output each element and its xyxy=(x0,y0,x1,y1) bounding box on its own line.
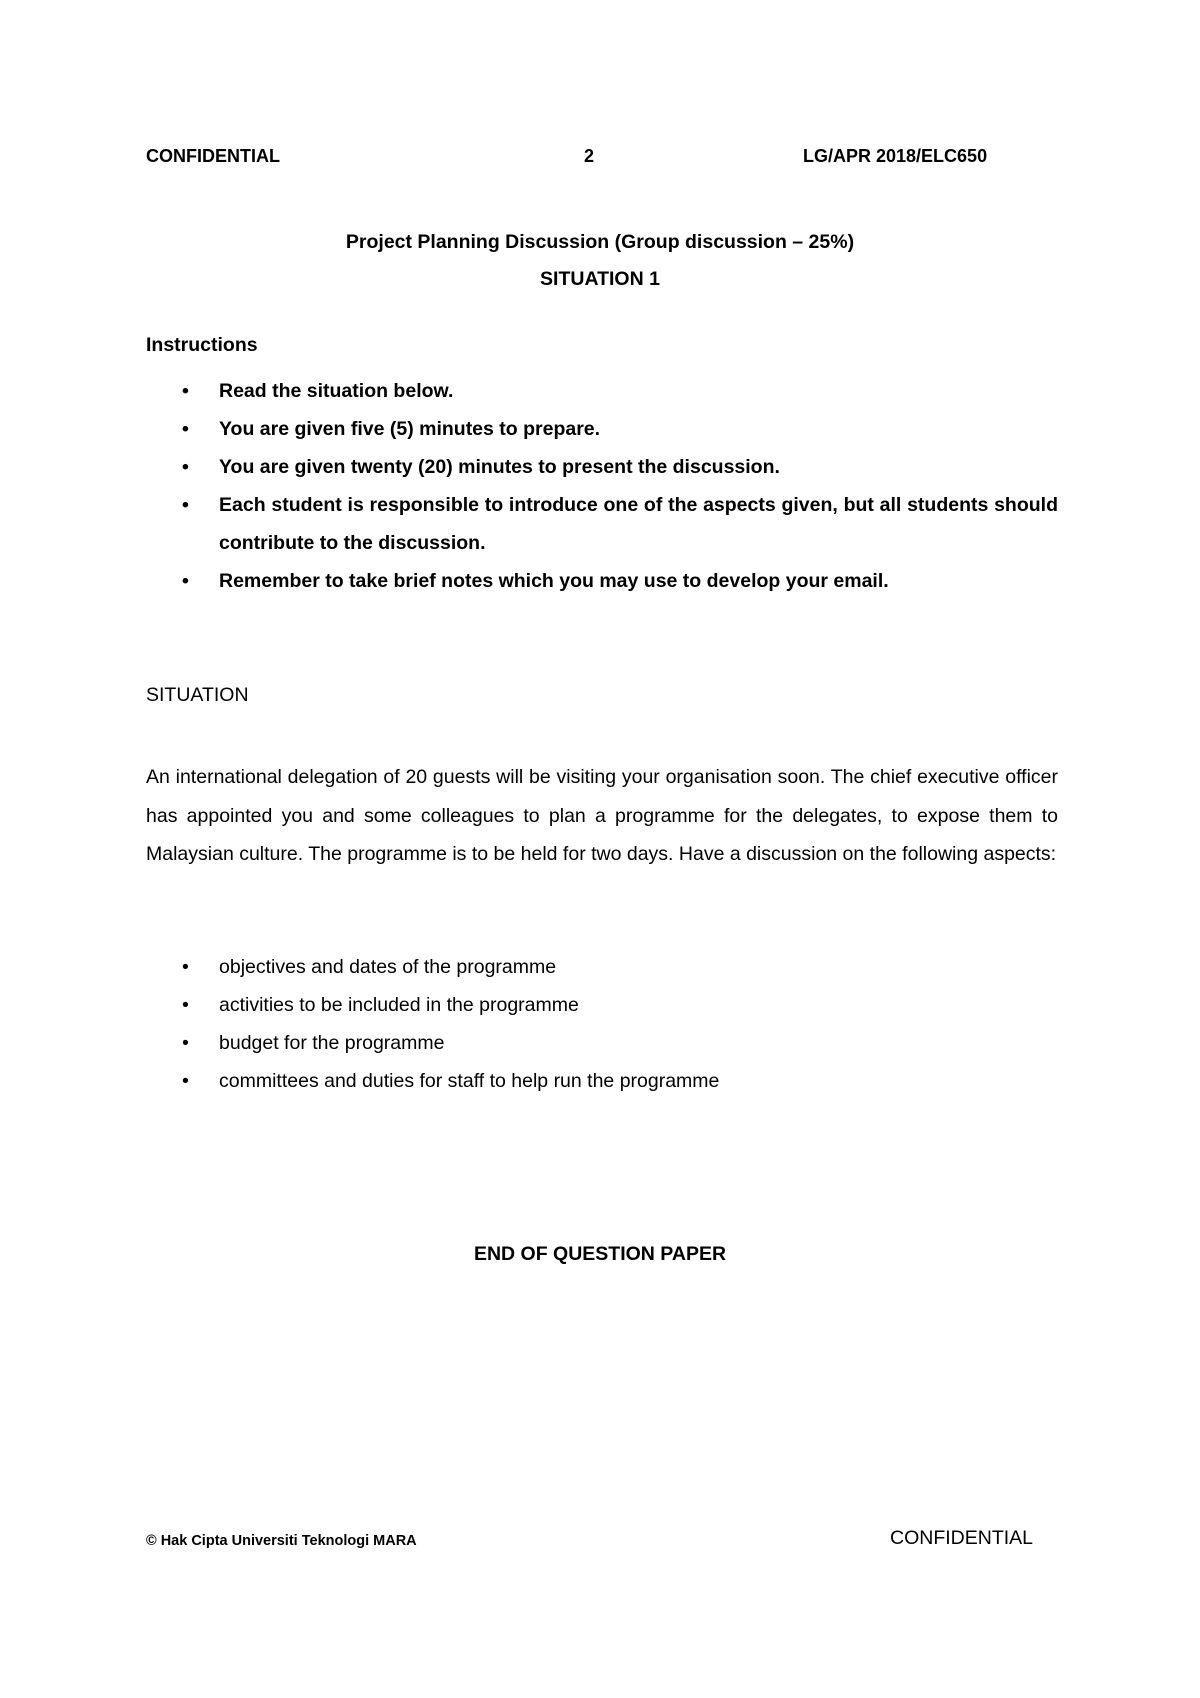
instruction-text: Each student is responsible to introduce one of the aspects given, but all students should contribute to the discussion. xyxy=(219,494,1058,554)
instruction-item xyxy=(146,410,1058,448)
bullet-icon: • xyxy=(182,456,189,478)
aspect-item xyxy=(146,986,1058,1024)
end-of-paper: END OF QUESTION PAPER xyxy=(473,1243,727,1265)
bullet-icon: • xyxy=(182,494,189,516)
aspect-item xyxy=(146,948,1058,986)
document-title: Project Planning Discussion (Group discussion – 25%) xyxy=(345,231,855,253)
situation-heading: SITUATION xyxy=(146,684,249,706)
instruction-item xyxy=(146,486,1058,562)
bullet-icon: • xyxy=(182,418,189,440)
instruction-text: You are given five (5) minutes to prepare. xyxy=(219,418,601,440)
aspect-item xyxy=(146,1024,1058,1062)
document-subtitle: SITUATION 1 xyxy=(540,268,660,290)
page-header xyxy=(146,146,1014,170)
header-confidential: CONFIDENTIAL xyxy=(146,146,280,166)
aspect-item xyxy=(146,1062,1058,1100)
aspect-text: activities to be included in the programme xyxy=(219,994,579,1016)
instruction-item xyxy=(146,448,1058,486)
aspect-text: budget for the programme xyxy=(219,1032,445,1054)
aspects-list xyxy=(146,948,1058,1100)
bullet-icon: • xyxy=(182,1070,189,1092)
instruction-text: You are given twenty (20) minutes to present the discussion. xyxy=(219,456,780,478)
bullet-icon: • xyxy=(182,570,189,592)
instruction-item xyxy=(146,562,1058,600)
footer-confidential: CONFIDENTIAL xyxy=(890,1527,1034,1549)
instruction-text: Remember to take brief notes which you may use to develop your email. xyxy=(219,570,889,592)
instruction-item xyxy=(146,372,1058,410)
aspect-text: committees and duties for staff to help run the programme xyxy=(219,1070,720,1092)
header-paper-code: LG/APR 2018/ELC650 xyxy=(803,146,988,166)
situation-paragraph: An international delegation of 20 guests will be visiting your organisation soon. The chief executive officer has appointed you and some colleagues to plan a programme for the delegates, to expose them to Malaysian culture. The programme is to be held for two days. Have a discussion on the following aspects: xyxy=(146,766,1058,865)
bullet-icon: • xyxy=(182,1032,189,1054)
page-number: 2 xyxy=(584,146,595,166)
aspect-text: objectives and dates of the programme xyxy=(219,956,557,978)
instructions-list xyxy=(146,372,1058,600)
bullet-icon: • xyxy=(182,994,189,1016)
bullet-icon: • xyxy=(182,380,189,402)
instructions-heading: Instructions xyxy=(146,334,258,356)
instruction-text: Read the situation below. xyxy=(219,380,454,402)
bullet-icon: • xyxy=(182,956,189,978)
footer-copyright: © Hak Cipta Universiti Teknologi MARA xyxy=(146,1533,417,1549)
